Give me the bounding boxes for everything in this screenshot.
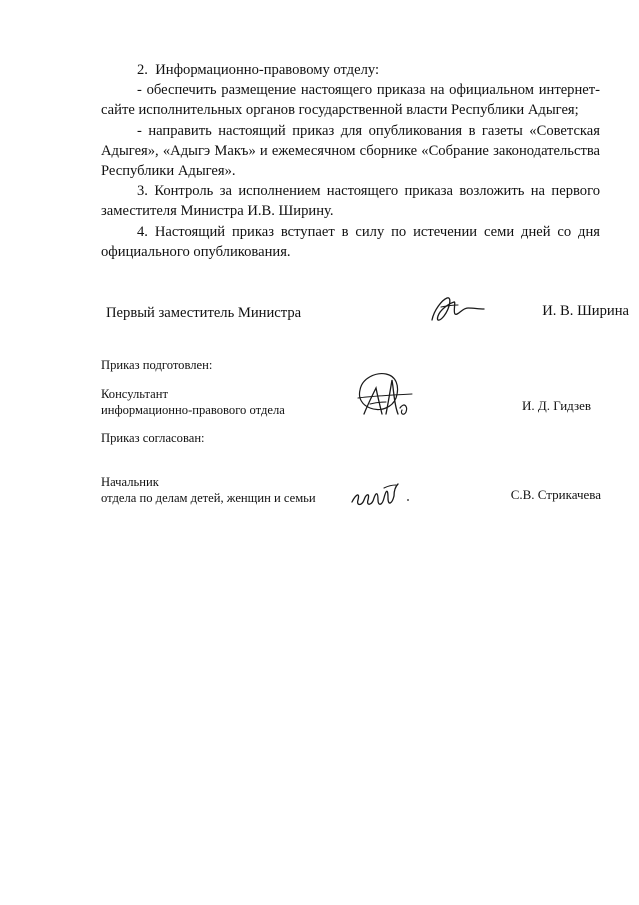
paragraph-publish-site: - обеспечить размещение настоящего приказа на официальном интернет-сайте исполнительных органов государственной власти Республики Адыгея; xyxy=(101,82,600,119)
agreed-heading: Приказ согласован: xyxy=(101,431,205,445)
paragraph-item-2: 2. Информационно-правовому отделу: xyxy=(137,62,380,78)
signature-shirina xyxy=(428,292,488,326)
prepared-position-line1: Консультант xyxy=(101,387,169,401)
agreed-position-line1: Начальник xyxy=(101,475,159,489)
prepared-heading: Приказ подготовлен: xyxy=(101,358,213,372)
signatory-name: И. В. Ширина xyxy=(542,303,629,319)
paragraph-publish-newspapers: - направить настоящий приказ для опубликования в газеты «Советская Адыгея», «Адыгэ Макъ» и ежемесячном сборнике «Собрание законодательства Республики Адыгея». xyxy=(101,122,600,180)
prepared-name: И. Д. Гидзев xyxy=(521,398,591,413)
agreed-name: С.В. Стрикачева xyxy=(510,487,601,502)
agreed-position-line2: отдела по делам детей, женщин и семьи xyxy=(101,491,316,505)
signature-strikacheva xyxy=(348,478,414,512)
order-body xyxy=(101,60,600,262)
paragraph-item-3: 3. Контроль за исполнением настоящего приказа возложить на первого заместителя Министра И.В. Ширину. xyxy=(101,183,600,220)
paragraph-item-4: 4. Настоящий приказ вступает в силу по истечении семи дней со дня официального опубликования. xyxy=(101,223,600,260)
prepared-position-line2: информационно-правового отдела xyxy=(101,403,285,417)
signature-gidzev xyxy=(352,368,418,422)
signatory-title: Первый заместитель Министра xyxy=(106,305,302,321)
